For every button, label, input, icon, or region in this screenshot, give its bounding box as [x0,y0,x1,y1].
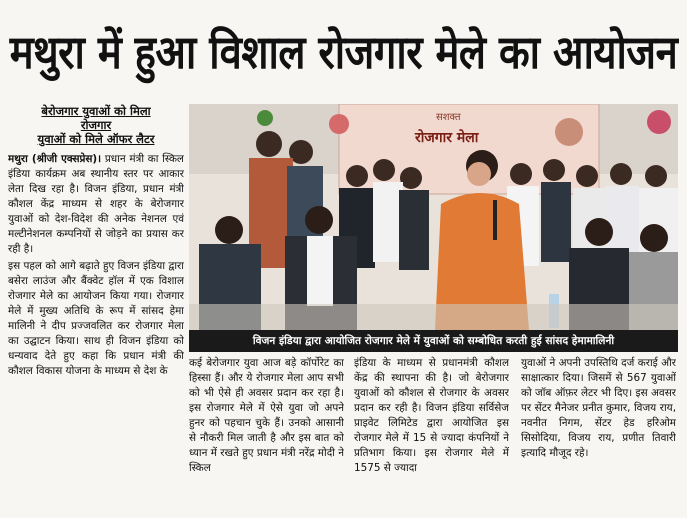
news-photo [189,104,678,330]
subheading [8,104,184,146]
left-column [8,104,184,514]
left-paragraph-1-text: प्रधान मंत्री का स्किल इंडिया कार्यक्रम अब स्थानीय स्तर पर आकार लेता दिख रहा है। विजन इंडिया, प्रधान मंत्री कौशल केंद्र माध्यम से शहर के बेरोजगार युवाओं को देश-विदेश की अनेक नेशनल एवं मल्टीनेशनल कम्पनियों से जोड़ने का प्रयास कर रही है। [8,153,184,255]
event-photo-illustration [189,104,678,330]
subheading-line-3: युवाओं को मिले ऑफर लैटर [37,132,155,146]
banner-top-text: सशक्त [436,112,461,123]
left-paragraph-2: इस पहल को आगे बढ़ाते हुए विजन इंडिया द्वारा बसेरा लाउंज और बैंक्वेट हॉल में एक विशाल रोजगार मेले का आयोजन किया गया। रोजगार मेले में मुख्य अतिथि के रूप में सांसद हेमा मालिनी ने दीप प्रज्जवलित कर रोजगार मेला का उद्घाटन किया। साथ ही विजन इंडिया को धन्यवाद देते हुए कहा कि प्रधान मंत्री की कौशल विकास योजना के माध्यम से देश के [8,260,184,377]
column-3-text: युवाओं ने अपनी उपस्तिथि दर्ज कराई और साक्षात्कार दिया। जिसमें से 567 युवाओं को जॉब ऑफ़र लेटर भी दिए। इस अवसर पर सेंटर मैनेजर प्रनीत कुमार, विजय राय, नवनीत निगम, सेंटर हेड हरिओम सिसोदिया, विजय राय, प्रणीत तिवारी इत्यादि मौजूद रहे। [521,357,676,459]
dateline: मथुरा (श्रीजी एक्सप्रेस)। [8,153,102,165]
headline: मथुरा में हुआ विशाल रोजगार मेले का आयोजन [9,26,678,80]
article-column-3 [521,356,676,516]
subheading-line-1: बेरोजगार युवाओं को मिला [41,104,151,118]
column-1-text: कई बेरोजगार युवा आज बड़े कॉर्पोरेट का हिस्सा हैं। और ये रोजगार मेला आप सभी को भी ऐसे ही अवसर प्रदान कर रहा है। इस रोजगार मेले में ऐसे युवा जो अपने हुनर को पहचान चुके हैं। उनको आसानी से नौकरी मिल जाती है और इस बात को ध्यान में रखते हुए प्रधान मंत्री नरेंद्र मोदी ने स्किल [189,357,344,474]
subheading-line-2: रोजगार [80,118,112,132]
left-paragraph-1 [8,152,184,257]
column-2-text: इंडिया के माध्यम से प्रधानमंत्री कौशल केंद्र की स्थापना की है। जो बेरोजगार युवाओं को कौशल से रोजगार के अवसर प्रदान कर रही है। विजन इंडिया सर्विसेज प्राइवेट लिमिटेड द्वारा आयोजित इस रोजगार मेले में 15 से ज्यादा कंपनियों ने प्रतिभाग किया। इस रोजगार मेले में 1575 से ज्यादा [354,357,509,474]
photo-caption: विजन इंडिया द्वारा आयोजित रोजगार मेले में युवाओं को सम्बोधित करती हुई सांसद हेमामालिनी [189,330,678,352]
article-column-1 [189,356,344,516]
article-columns [189,356,678,516]
banner-portrait [555,118,583,146]
banner-title: रोजगार मेला [415,130,479,146]
article-column-2 [354,356,509,516]
